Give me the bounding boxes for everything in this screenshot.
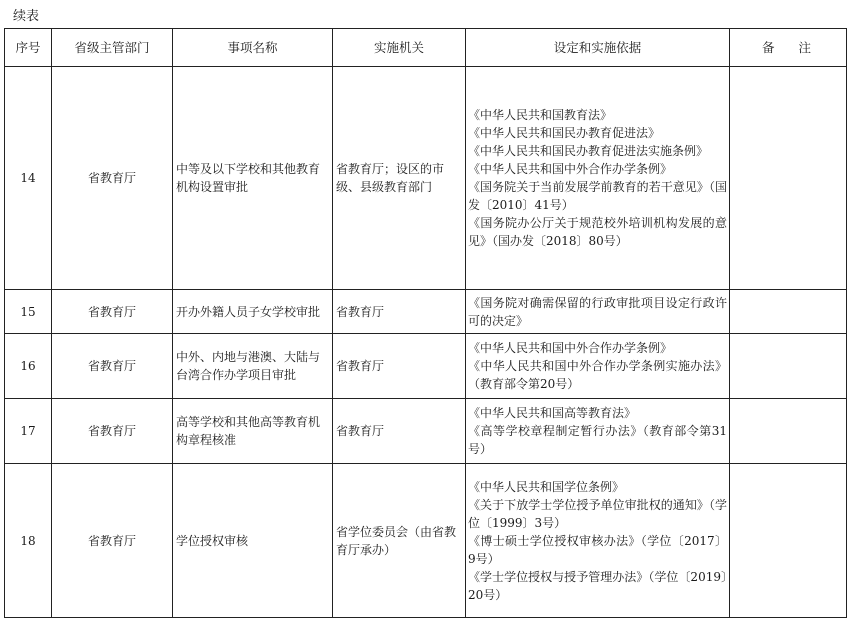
cell-agency: 省学位委员会（由省教育厅承办） [333, 464, 466, 618]
header-dept: 省级主管部门 [52, 29, 173, 67]
cell-item: 开办外籍人员子女学校审批 [173, 290, 333, 334]
cell-basis [466, 290, 730, 334]
basis-line: 《中华人民共和国学位条例》 [468, 479, 625, 494]
basis-line: 《中华人民共和国中外合作办学条例》 [468, 341, 673, 355]
table-row [5, 464, 847, 618]
basis-line: 《高等学校章程制定暂行办法》（教育部令第31号） [468, 424, 727, 456]
cell-basis [466, 334, 730, 399]
cell-dept: 省教育厅 [52, 290, 173, 334]
cell-item: 中外、内地与港澳、大陆与台湾合作办学项目审批 [173, 334, 333, 399]
basis-line: 《中华人民共和国高等教育法》 [468, 406, 637, 420]
basis-line: 《中华人民共和国民办教育促进法》 [468, 126, 661, 140]
header-seq: 序号 [5, 29, 52, 67]
cell-remark [730, 334, 847, 399]
basis-line: 《学士学位授权与授予管理办法》（学位〔2019〕20号） [468, 569, 727, 602]
basis-line: 《中华人民共和国中外合作办学条例》 [468, 162, 673, 176]
cell-agency: 省教育厅 [333, 334, 466, 399]
cell-seq: 15 [5, 290, 52, 334]
cell-dept: 省教育厅 [52, 334, 173, 399]
cell-seq: 14 [5, 67, 52, 290]
cell-remark [730, 290, 847, 334]
cell-seq: 18 [5, 464, 52, 618]
basis-line: 《国务院关于当前发展学前教育的若干意见》（国发〔2010〕41号） [468, 180, 727, 212]
cell-seq: 16 [5, 334, 52, 399]
cell-agency: 省教育厅 [333, 399, 466, 464]
header-item: 事项名称 [173, 29, 333, 67]
table-row [5, 67, 847, 290]
cell-item: 学位授权审核 [173, 464, 333, 618]
basis-line: 《中华人民共和国中外合作办学条例实施办法》（教育部令第20号） [468, 359, 727, 391]
basis-line: 《关于下放学士学位授予单位审批权的通知》（学位〔1999〕3号） [468, 497, 727, 530]
basis-line: 《中华人民共和国民办教育促进法实施条例》 [468, 144, 709, 158]
basis-line: 《国务院对确需保留的行政审批项目设定行政许可的决定》 [468, 295, 727, 328]
cell-seq: 17 [5, 399, 52, 464]
cell-basis [466, 464, 730, 618]
table-row [5, 334, 847, 399]
cell-dept: 省教育厅 [52, 464, 173, 618]
cell-agency: 省教育厅；设区的市级、县级教育部门 [333, 67, 466, 290]
cell-dept: 省教育厅 [52, 399, 173, 464]
cell-agency: 省教育厅 [333, 290, 466, 334]
basis-line: 《博士硕士学位授权审核办法》（学位〔2017〕9号） [468, 533, 727, 566]
basis-line: 《国务院办公厅关于规范校外培训机构发展的意见》（国办发〔2018〕80号） [468, 216, 727, 248]
table-row [5, 290, 847, 334]
header-basis: 设定和实施依据 [466, 29, 730, 67]
cell-remark [730, 464, 847, 618]
table-header [5, 29, 847, 67]
header-remark: 备注 [730, 29, 847, 67]
approval-items-table [4, 28, 847, 618]
cell-basis [466, 67, 730, 290]
header-agency: 实施机关 [333, 29, 466, 67]
cell-item: 高等学校和其他高等教育机构章程核准 [173, 399, 333, 464]
basis-line: 《中华人民共和国教育法》 [468, 108, 613, 122]
cell-basis [466, 399, 730, 464]
cell-remark [730, 399, 847, 464]
cell-item: 中等及以下学校和其他教育机构设置审批 [173, 67, 333, 290]
table-continuation-caption: 续表 [13, 9, 40, 24]
table-row [5, 399, 847, 464]
cell-dept: 省教育厅 [52, 67, 173, 290]
cell-remark [730, 67, 847, 290]
